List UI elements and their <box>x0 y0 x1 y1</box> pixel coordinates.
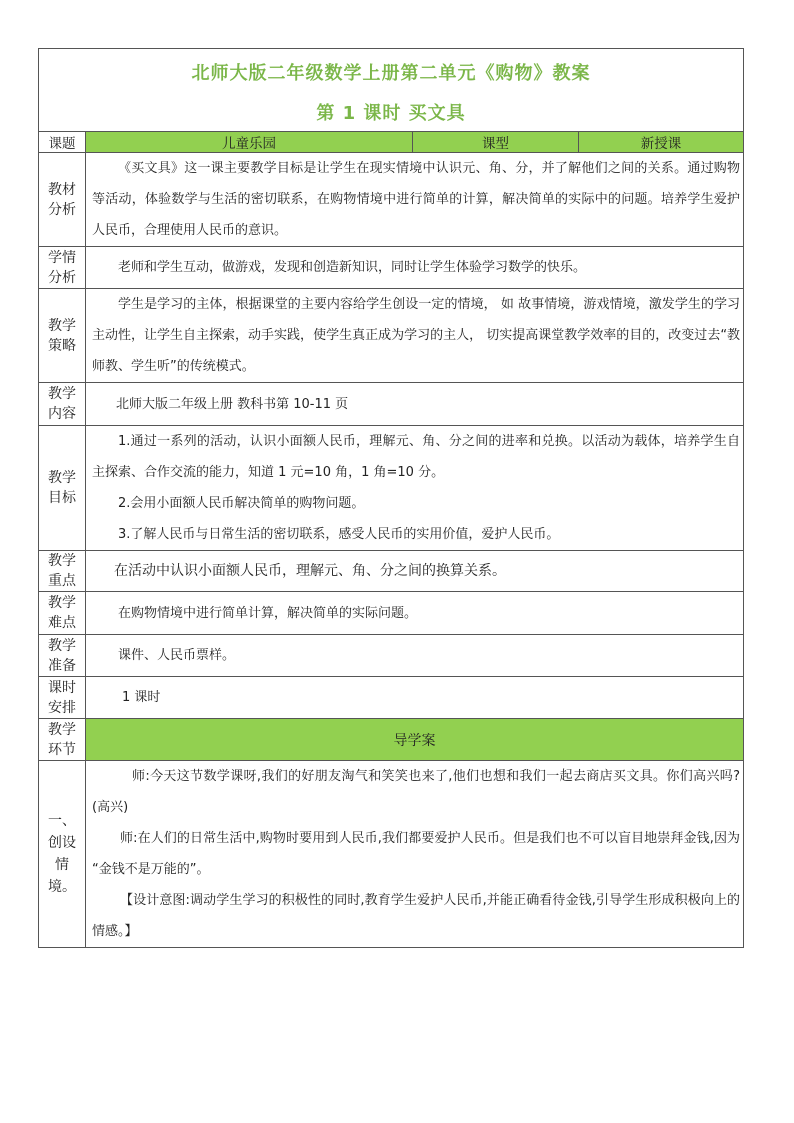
students-text: 老师和学生互动，做游戏，发现和创造新知识，同时让学生体验学习数学的快乐。 <box>86 247 744 289</box>
content-row <box>39 383 744 426</box>
step1-content <box>86 761 744 948</box>
title-row <box>39 49 744 132</box>
preparation-row <box>39 635 744 677</box>
preparation-label: 教学 准备 <box>39 635 86 677</box>
process-label: 教学 环节 <box>39 719 86 761</box>
strategy-label: 教学 策略 <box>39 289 86 383</box>
difficulties-label: 教学 难点 <box>39 592 86 635</box>
difficulties-row <box>39 592 744 635</box>
goals-label: 教学 目标 <box>39 426 86 551</box>
goal-item-3: 3.了解人民币与日常生活的密切联系，感受人民币的实用价值，爱护人民币。 <box>118 527 560 542</box>
step1-paragraph-2: 师:在人们的日常生活中,购物时要用到人民币,我们都要爱护人民币。但是我们也不可以盲目地崇拜金钱,因为 “金钱不是万能的”。 <box>92 831 741 877</box>
materials-row <box>39 153 744 247</box>
lesson-plan-table <box>38 48 744 948</box>
materials-label: 教材 分析 <box>39 153 86 247</box>
students-label: 学情 分析 <box>39 247 86 289</box>
topic-label: 课题 <box>39 132 86 153</box>
schedule-row <box>39 677 744 719</box>
students-row <box>39 247 744 289</box>
key-points-row <box>39 551 744 592</box>
schedule-label: 课时 安排 <box>39 677 86 719</box>
key-points-text: 在活动中认识小面额人民币，理解元、角、分之间的换算关系。 <box>86 551 744 592</box>
step1-row <box>39 761 744 948</box>
materials-text: 《买文具》这一课主要教学目标是让学生在现实情境中认识元、角、分，并了解他们之间的关系。通过购物等活动，体验数学与生活的密切联系，在购物情境中进行简单的计算，解决简单的实际中的问题。培养学生爱护人民币，合理使用人民币的意识。 <box>86 153 744 247</box>
goals-row <box>39 426 744 551</box>
topic-value: 儿童乐园 <box>86 132 413 153</box>
document-title: 北师大版二年级数学上册第二单元《购物》教案 <box>191 63 591 84</box>
lesson-plan-sheet <box>38 48 743 948</box>
lesson-subtitle: 第 1 课时 买文具 <box>316 103 466 124</box>
goal-item-2: 2.会用小面额人民币解决简单的购物问题。 <box>118 496 365 511</box>
step1-label: 一、 创设 情 境。 <box>39 761 86 948</box>
step1-paragraph-1: 师:今天这节数学课呀,我们的好朋友淘气和笑笑也来了,他们也想和我们一起去商店买文具。你们高兴吗?(高兴) <box>92 769 741 815</box>
goals-list <box>86 426 744 551</box>
content-text: 北师大版二年级上册 教科书第 10-11 页 <box>86 383 744 426</box>
step1-design-note: 【设计意图:调动学生学习的积极性的同时,教育学生爱护人民币,并能正确看待金钱,引导学生形成积极向上的情感。】 <box>92 893 741 939</box>
preparation-text: 课件、人民币票样。 <box>86 635 744 677</box>
schedule-text: 1 课时 <box>86 677 744 719</box>
content-label: 教学 内容 <box>39 383 86 426</box>
process-row <box>39 719 744 761</box>
goal-item-1: 1.通过一系列的活动，认识小面额人民币，理解元、角、分之间的进率和兑换。以活动为载体，培养学生自主探索、合作交流的能力，知道 1 元=10 角，1 角=10 分。 <box>92 434 741 480</box>
title-cell <box>39 49 744 132</box>
key-points-label: 教学 重点 <box>39 551 86 592</box>
strategy-text: 学生是学习的主体，根据课堂的主要内容给学生创设一定的情境， 如 故事情境，游戏情境，激发学生的学习主动性，让学生自主探索，动手实践，使学生真正成为学习的主人， 切实提高课堂教学效率的目的，改变过去“教师教、学生听”的传统模式。 <box>86 289 744 383</box>
process-header: 导学案 <box>86 719 744 761</box>
type-value: 新授课 <box>579 132 744 153</box>
type-label: 课型 <box>413 132 579 153</box>
strategy-row <box>39 289 744 383</box>
info-row <box>39 132 744 153</box>
difficulties-text: 在购物情境中进行简单计算，解决简单的实际问题。 <box>86 592 744 635</box>
